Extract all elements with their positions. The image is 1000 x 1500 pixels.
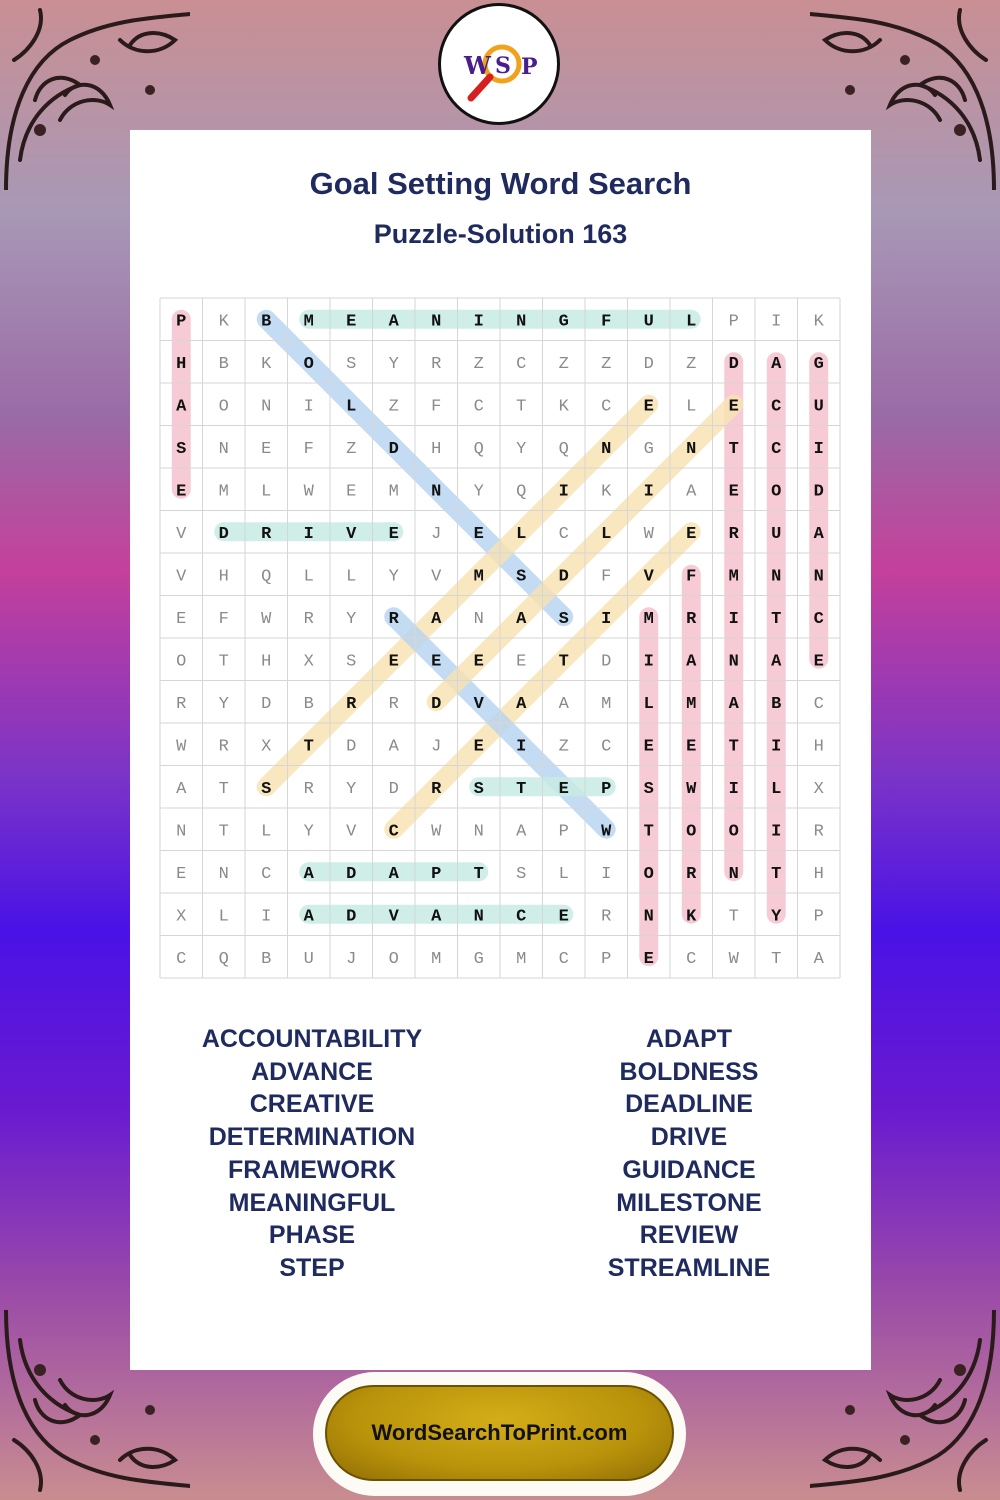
grid-letter: T [516, 397, 527, 417]
grid-letter: E [558, 907, 569, 927]
logo-letter-s: S [495, 53, 511, 79]
grid-letter: A [686, 652, 697, 672]
grid-letter: Z [473, 354, 484, 374]
grid-letter: T [516, 779, 527, 799]
grid-letter: O [388, 949, 399, 969]
logo-letter-p: P [521, 54, 538, 80]
word-list-item: BOLDNESS [619, 1057, 759, 1086]
grid-letter: E [686, 524, 697, 544]
grid-letter: E [813, 652, 824, 672]
grid-letter: B [771, 694, 782, 714]
grid-letter: A [388, 312, 399, 332]
grid-letter: V [176, 524, 187, 544]
grid-letter: N [473, 907, 484, 927]
grid-letter: R [346, 694, 357, 714]
grid-letter: H [176, 354, 187, 374]
grid-letter: N [728, 652, 739, 672]
grid-letter: I [303, 397, 314, 417]
grid-letter: M [601, 694, 612, 714]
grid-letter: M [473, 567, 484, 587]
grid-letter: D [261, 694, 272, 714]
grid-letter: I [813, 439, 824, 459]
grid-letter: T [218, 822, 229, 842]
grid-letter: J [346, 949, 357, 969]
grid-letter: Z [346, 439, 357, 459]
grid-letter: A [558, 694, 569, 714]
grid-letter: X [813, 779, 824, 799]
grid-letter: Y [388, 567, 399, 587]
grid-letter: C [388, 822, 399, 842]
grid-letter: A [813, 949, 824, 969]
grid-letter: A [516, 822, 527, 842]
grid-letter: E [558, 779, 569, 799]
grid-letter: N [473, 822, 484, 842]
grid-letter: C [558, 949, 569, 969]
grid-letter: C [771, 439, 782, 459]
grid-letter: L [558, 864, 569, 884]
grid-letter: N [728, 864, 739, 884]
grid-letter: A [813, 524, 824, 544]
grid-letter: E [473, 524, 484, 544]
grid-letter: W [686, 779, 697, 799]
grid-letter: Z [601, 354, 612, 374]
grid-letter: N [431, 312, 442, 332]
grid-letter: I [728, 609, 739, 629]
grid-letter: D [601, 652, 612, 672]
grid-letter: N [813, 567, 824, 587]
grid-letter: N [431, 482, 442, 502]
grid-letter: S [473, 779, 484, 799]
grid-letter: W [261, 609, 272, 629]
grid-letter: L [686, 312, 697, 332]
grid-letter: V [346, 524, 357, 544]
grid-letter: H [218, 567, 229, 587]
page-subtitle: Puzzle-Solution 163 [373, 219, 628, 249]
grid-letter: L [261, 482, 272, 502]
grid-letter: S [346, 354, 357, 374]
grid-letter: F [601, 312, 612, 332]
grid-letter: M [388, 482, 399, 502]
grid-letter: U [643, 312, 654, 332]
word-list-item: STEP [279, 1253, 345, 1282]
grid-letter: P [601, 779, 612, 799]
grid-letter: Z [558, 737, 569, 757]
grid-letter: D [728, 354, 739, 374]
grid-letter: A [431, 907, 442, 927]
word-list-item: ADAPT [645, 1025, 733, 1053]
grid-letter: N [516, 312, 527, 332]
grid-letter: C [558, 524, 569, 544]
grid-letter: N [643, 907, 654, 927]
grid-letter: S [516, 567, 527, 587]
grid-letter: L [303, 567, 314, 587]
grid-letter: T [303, 737, 314, 757]
grid-letter: B [303, 694, 314, 714]
grid-letter: L [643, 694, 654, 714]
grid-letter: K [261, 354, 272, 374]
grid-letter: K [813, 312, 824, 332]
grid-letter: N [771, 567, 782, 587]
grid-letter: L [346, 567, 357, 587]
grid-letter: Q [218, 949, 229, 969]
grid-letter: V [431, 567, 442, 587]
grid-letter: L [218, 907, 229, 927]
grid-letter: A [303, 907, 314, 927]
grid-letter: L [261, 822, 272, 842]
grid-letter: S [643, 779, 654, 799]
grid-letter: P [601, 949, 612, 969]
grid-letter: E [473, 652, 484, 672]
grid-letter: I [303, 524, 314, 544]
grid-letter: J [431, 524, 442, 544]
grid-letter: L [346, 397, 357, 417]
grid-letter: I [728, 779, 739, 799]
grid-letter: U [813, 397, 824, 417]
site-banner-pill[interactable] [325, 1385, 674, 1481]
grid-letter: N [686, 439, 697, 459]
grid-letter: Y [218, 694, 229, 714]
grid-letter: B [261, 949, 272, 969]
grid-letter: H [261, 652, 272, 672]
grid-letter: G [643, 439, 654, 459]
grid-letter: R [601, 907, 612, 927]
grid-letter: I [771, 737, 782, 757]
grid-letter: I [643, 652, 654, 672]
grid-letter: S [176, 439, 187, 459]
grid-letter: P [431, 864, 442, 884]
grid-letter: N [261, 397, 272, 417]
grid-letter: T [473, 864, 484, 884]
grid-letter: C [261, 864, 272, 884]
grid-letter: L [686, 397, 697, 417]
grid-letter: F [686, 567, 697, 587]
grid-letter: C [176, 949, 187, 969]
grid-letter: H [813, 737, 824, 757]
grid-letter: Z [558, 354, 569, 374]
grid-letter: Z [388, 397, 399, 417]
grid-letter: F [431, 397, 442, 417]
grid-letter: S [261, 779, 272, 799]
word-list-right [507, 1023, 871, 1285]
grid-letter: E [388, 652, 399, 672]
grid-letter: W [728, 949, 739, 969]
word-list-item: MILESTONE [616, 1188, 762, 1217]
grid-letter: D [388, 779, 399, 799]
grid-letter: M [728, 567, 739, 587]
word-list-item: FRAMEWORK [227, 1155, 397, 1184]
grid-letter: Y [346, 779, 357, 799]
grid-letter: D [218, 524, 229, 544]
grid-letter: R [728, 524, 739, 544]
grid-letter: O [176, 652, 187, 672]
grid-letter: T [218, 779, 229, 799]
grid-letter: I [643, 482, 654, 502]
grid-letter: I [558, 482, 569, 502]
grid-letter: T [558, 652, 569, 672]
grid-letter: E [176, 864, 187, 884]
site-link[interactable]: WordSearchToPrint.com [371, 1420, 628, 1445]
grid-letter: W [176, 737, 187, 757]
grid-letter: N [176, 822, 187, 842]
grid-letter: M [218, 482, 229, 502]
grid-letter: R [686, 864, 697, 884]
grid-letter: C [813, 694, 824, 714]
grid-letter: M [431, 949, 442, 969]
grid-letter: N [601, 439, 612, 459]
grid-letter: V [176, 567, 187, 587]
grid-letter: A [686, 482, 697, 502]
grid-letter: P [176, 312, 187, 332]
grid-letter: A [388, 864, 399, 884]
logo-letter-w: W [464, 51, 491, 80]
grid-letter: C [473, 397, 484, 417]
grid-letter: R [431, 779, 442, 799]
grid-letter: M [643, 609, 654, 629]
grid-letter: Y [771, 907, 782, 927]
grid-letter: R [813, 822, 824, 842]
grid-letter: C [813, 609, 824, 629]
grid-letter: D [558, 567, 569, 587]
grid-letter: V [473, 694, 484, 714]
grid-letter: I [473, 312, 484, 332]
grid-letter: W [601, 822, 612, 842]
grid-letter: V [388, 907, 399, 927]
grid-letter: R [388, 694, 399, 714]
grid-letter: I [601, 864, 612, 884]
grid-letter: P [558, 822, 569, 842]
grid-letter: T [771, 609, 782, 629]
grid-letter: K [218, 312, 229, 332]
grid-letter: A [431, 609, 442, 629]
grid-letter: E [388, 524, 399, 544]
site-banner[interactable] [313, 1372, 686, 1496]
grid-letter: R [303, 609, 314, 629]
grid-letter: E [728, 397, 739, 417]
grid-letter: M [686, 694, 697, 714]
grid-letter: M [516, 949, 527, 969]
grid-letter: C [601, 737, 612, 757]
grid-letter: C [686, 949, 697, 969]
grid-letter: N [218, 864, 229, 884]
grid-letter: B [261, 312, 272, 332]
grid-letter: C [601, 397, 612, 417]
grid-letter: N [218, 439, 229, 459]
grid-letter: W [303, 482, 314, 502]
grid-letter: Y [388, 354, 399, 374]
grid-letter: C [516, 354, 527, 374]
grid-letter: E [346, 482, 357, 502]
grid-letter: I [771, 822, 782, 842]
grid-letter: R [388, 609, 399, 629]
grid-letter: K [558, 397, 569, 417]
grid-letter: J [431, 737, 442, 757]
grid-letter: E [346, 312, 357, 332]
grid-letter: Q [558, 439, 569, 459]
grid-letter: A [388, 737, 399, 757]
grid-letter: O [643, 864, 654, 884]
word-list-item: MEANINGFUL [228, 1188, 396, 1217]
grid-letter: S [346, 652, 357, 672]
grid-letter: C [516, 907, 527, 927]
grid-letter: K [686, 907, 697, 927]
grid-letter: A [771, 354, 782, 374]
word-list-item: GUIDANCE [622, 1155, 756, 1184]
grid-letter: E [176, 609, 187, 629]
grid-letter: F [601, 567, 612, 587]
grid-letter: V [643, 567, 654, 587]
grid-letter: B [218, 354, 229, 374]
grid-letter: O [771, 482, 782, 502]
grid-letter: E [728, 482, 739, 502]
grid-letter: O [303, 354, 314, 374]
grid-letter: E [516, 652, 527, 672]
grid-letter: H [813, 864, 824, 884]
grid-letter: V [346, 822, 357, 842]
word-list-item: DETERMINATION [208, 1123, 416, 1152]
grid-letter: E [176, 482, 187, 502]
grid-letter: I [261, 907, 272, 927]
word-list-item: ACCOUNTABILITY [201, 1025, 423, 1053]
word-list-item: STREAMLINE [607, 1253, 771, 1282]
grid-letter: U [771, 524, 782, 544]
grid-letter: R [303, 779, 314, 799]
grid-letter: F [218, 609, 229, 629]
grid-letter: E [686, 737, 697, 757]
grid-letter: G [813, 354, 824, 374]
grid-letter: X [261, 737, 272, 757]
grid-letter: R [261, 524, 272, 544]
grid-letter: A [303, 864, 314, 884]
grid-letter: A [771, 652, 782, 672]
grid-letter: I [516, 737, 527, 757]
grid-letter: Z [686, 354, 697, 374]
grid-letter: O [218, 397, 229, 417]
grid-letter: A [728, 694, 739, 714]
word-list-item: REVIEW [639, 1221, 739, 1250]
grid-letter: R [431, 354, 442, 374]
grid-letter: W [643, 524, 654, 544]
grid-letter: A [516, 609, 527, 629]
grid-letter: Q [516, 482, 527, 502]
grid-letter: T [728, 439, 739, 459]
grid-letter: H [431, 439, 442, 459]
grid-letter: O [686, 822, 697, 842]
grid-letter: L [771, 779, 782, 799]
grid-letter: C [771, 397, 782, 417]
grid-letter: U [303, 949, 314, 969]
grid-letter: R [218, 737, 229, 757]
grid-letter: T [771, 949, 782, 969]
grid-letter: D [431, 694, 442, 714]
grid-letter: Y [473, 482, 484, 502]
grid-letter: E [643, 737, 654, 757]
grid-letter: Q [473, 439, 484, 459]
grid-letter: A [176, 397, 187, 417]
grid-letter: A [176, 779, 187, 799]
grid-letter: M [303, 312, 314, 332]
magnifier-icon [441, 6, 557, 122]
grid-letter: W [431, 822, 442, 842]
word-list-item: ADVANCE [251, 1057, 373, 1086]
grid-letter: S [516, 864, 527, 884]
grid-letter: T [643, 822, 654, 842]
grid-letter: E [643, 397, 654, 417]
word-search-grid [130, 130, 871, 1010]
grid-letter: L [601, 524, 612, 544]
grid-letter: I [771, 312, 782, 332]
word-list-item: DEADLINE [625, 1090, 753, 1119]
grid-letter: N [473, 609, 484, 629]
word-list-item: CREATIVE [249, 1090, 375, 1119]
word-list-item: PHASE [268, 1221, 356, 1250]
grid-letter: Y [516, 439, 527, 459]
grid-letter: D [813, 482, 824, 502]
grid-letter: D [643, 354, 654, 374]
grid-letter: T [218, 652, 229, 672]
grid-letter: G [558, 312, 569, 332]
grid-letter: Q [261, 567, 272, 587]
grid-letter: D [346, 864, 357, 884]
word-list-left [130, 1023, 494, 1285]
grid-letter: E [431, 652, 442, 672]
grid-letter: E [473, 737, 484, 757]
grid-letter: G [473, 949, 484, 969]
grid-letter: I [601, 609, 612, 629]
grid-letter: L [516, 524, 527, 544]
grid-letter: K [601, 482, 612, 502]
grid-letter: T [728, 907, 739, 927]
grid-letter: Y [346, 609, 357, 629]
grid-letter: D [346, 737, 357, 757]
grid-letter: R [686, 609, 697, 629]
grid-letter: X [176, 907, 187, 927]
grid-letter: P [813, 907, 824, 927]
grid-letter: A [516, 694, 527, 714]
grid-letter: D [346, 907, 357, 927]
grid-letter: R [176, 694, 187, 714]
grid-letter: P [728, 312, 739, 332]
grid-letter: X [303, 652, 314, 672]
grid-letter: Y [303, 822, 314, 842]
grid-letter: D [388, 439, 399, 459]
grid-letter: F [303, 439, 314, 459]
grid-letter: O [728, 822, 739, 842]
page-title: Goal Setting Word Search [309, 166, 692, 201]
puzzle-card [130, 130, 871, 1370]
word-list-item: DRIVE [650, 1123, 728, 1152]
grid-letter: S [558, 609, 569, 629]
grid-letter: E [261, 439, 272, 459]
grid-letter: T [728, 737, 739, 757]
wsp-logo[interactable] [438, 3, 560, 125]
grid-letter: E [643, 949, 654, 969]
grid-letter: T [771, 864, 782, 884]
